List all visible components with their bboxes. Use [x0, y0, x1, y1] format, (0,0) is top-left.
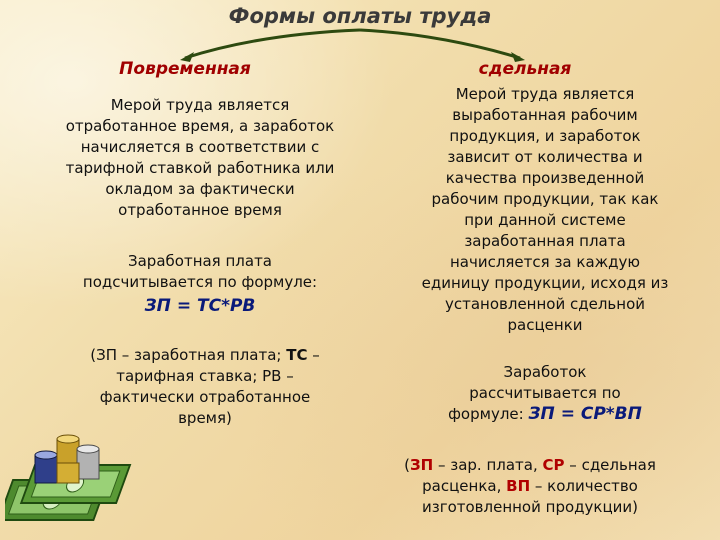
- formula-intro-line: рассчитывается по: [469, 384, 621, 402]
- description-line: начисляется за каждую: [449, 253, 641, 271]
- piece-rate-formula: ЗП = СР*ВП: [528, 404, 642, 424]
- description-line: единицу продукции, исходя из: [421, 274, 669, 292]
- legend-line: тарифная ставка; РВ –: [116, 367, 294, 385]
- time-based-description: [20, 95, 380, 221]
- description-line: окладом за фактически: [105, 180, 295, 198]
- description-line: при данной системе: [464, 211, 626, 229]
- formula-intro-line: Заработная плата: [128, 252, 272, 270]
- description-line: Мерой труда является: [455, 85, 635, 103]
- description-line: установленной сдельной: [444, 295, 645, 313]
- piece-rate-legend: [350, 455, 710, 518]
- description-line: выработанная рабочим: [452, 106, 638, 124]
- legend-line: (ЗП – зар. плата, СР – сдельная: [404, 456, 656, 474]
- description-line: продукция, и заработок: [449, 127, 641, 145]
- legend-line: фактически отработанное: [99, 388, 311, 406]
- description-line: качества произведенной: [445, 169, 645, 187]
- description-line: зависит от количества и: [447, 148, 643, 166]
- legend-line: расценка, ВП – количество: [422, 477, 638, 495]
- time-based-heading: Повременная: [119, 59, 251, 79]
- page-title: Формы оплаты труда: [228, 4, 492, 28]
- description-line: отработанное время: [118, 201, 282, 219]
- piece-rate-formula-intro: [400, 362, 690, 425]
- description-line: расценки: [507, 316, 583, 334]
- legend-line: изготовленной продукции): [421, 498, 639, 516]
- time-based-formula: ЗП = ТС*РВ: [144, 296, 256, 316]
- money-illustration: [5, 425, 145, 540]
- legend-line: время): [178, 409, 232, 427]
- piece-rate-heading: сдельная: [478, 59, 572, 79]
- formula-intro-line: подсчитывается по формуле:: [82, 273, 318, 291]
- description-line: рабочим продукции, так как: [431, 190, 659, 208]
- formula-prefix: формуле:: [448, 405, 529, 423]
- formula-intro-line: Заработок: [503, 363, 587, 381]
- description-line: заработанная плата: [464, 232, 626, 250]
- description-line: Мерой труда является: [110, 96, 290, 114]
- description-line: тарифной ставкой работника или: [65, 159, 335, 177]
- legend-line: (ЗП – заработная плата; ТС –: [90, 346, 320, 364]
- formula-line: [400, 404, 690, 425]
- time-based-legend: [30, 345, 380, 429]
- description-line: отработанное время, а заработок: [65, 117, 335, 135]
- piece-rate-description: [380, 84, 710, 336]
- description-line: начисляется в соответствии с: [80, 138, 320, 156]
- coin-stacks-icon: [35, 435, 99, 483]
- time-based-formula-intro: [20, 251, 380, 293]
